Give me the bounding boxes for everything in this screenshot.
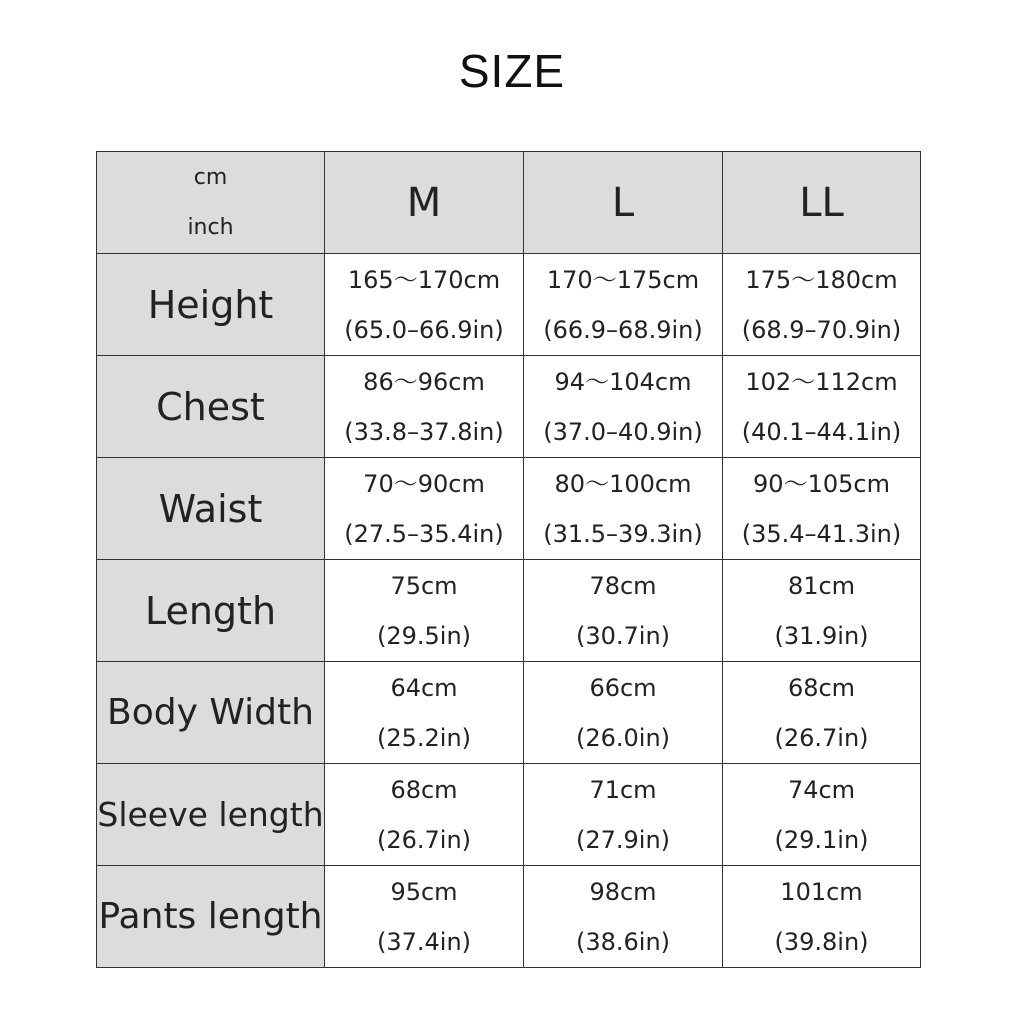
table-row-sleeve-length xyxy=(97,764,921,866)
row-label-length: Length xyxy=(97,560,325,662)
value-cm: 68cm xyxy=(390,775,458,804)
value-cell xyxy=(524,458,723,560)
value-cm: 165～170cm xyxy=(347,265,501,294)
value-cm: 68cm xyxy=(787,673,856,702)
size-header-m: M xyxy=(325,152,524,254)
row-label-body-width: Body Width xyxy=(97,662,325,764)
value-inch: (25.2in) xyxy=(376,723,472,752)
value-cell xyxy=(723,560,921,662)
value-cell xyxy=(524,866,723,968)
value-inch: (31.9in) xyxy=(774,621,869,650)
value-inch: (65.0–66.9in) xyxy=(344,315,504,344)
value-cell xyxy=(723,764,921,866)
value-inch: (38.6in) xyxy=(575,927,671,956)
value-inch: (40.1–44.1in) xyxy=(741,417,902,446)
value-cell xyxy=(325,866,524,968)
value-cm: 170～175cm xyxy=(546,265,700,294)
value-cm: 78cm xyxy=(589,571,657,600)
value-cell xyxy=(325,560,524,662)
size-chart-table xyxy=(96,151,921,968)
value-inch: (31.5–39.3in) xyxy=(543,519,703,548)
page-title: SIZE xyxy=(458,45,566,97)
value-cell xyxy=(524,254,723,356)
table-row-length xyxy=(97,560,921,662)
value-inch: (29.5in) xyxy=(376,621,472,650)
value-cell xyxy=(325,254,524,356)
value-cell xyxy=(325,662,524,764)
unit-header-cell xyxy=(97,152,325,254)
row-label-chest: Chest xyxy=(97,356,325,458)
value-cell xyxy=(723,866,921,968)
table-header-row xyxy=(97,152,921,254)
value-cell xyxy=(524,764,723,866)
value-inch: (27.5–35.4in) xyxy=(344,519,504,548)
row-label-height: Height xyxy=(97,254,325,356)
value-cm: 95cm xyxy=(390,877,458,906)
value-cm: 98cm xyxy=(589,877,657,906)
value-inch: (68.9–70.9in) xyxy=(741,315,902,344)
value-cell xyxy=(723,662,921,764)
value-cm: 75cm xyxy=(390,571,458,600)
value-cm: 86～96cm xyxy=(363,367,485,396)
value-inch: (27.9in) xyxy=(575,825,671,854)
value-inch: (26.7in) xyxy=(774,723,869,752)
table-row-waist xyxy=(97,458,921,560)
value-cm: 66cm xyxy=(589,673,657,702)
value-cell xyxy=(723,254,921,356)
value-inch: (37.0–40.9in) xyxy=(543,417,703,446)
value-cm: 74cm xyxy=(787,775,856,804)
value-inch: (37.4in) xyxy=(376,927,472,956)
unit-inch-label: inch xyxy=(187,214,234,240)
table-row-height xyxy=(97,254,921,356)
value-cell xyxy=(524,356,723,458)
value-cell xyxy=(723,356,921,458)
value-cell xyxy=(524,560,723,662)
table-row-chest xyxy=(97,356,921,458)
value-cell xyxy=(325,356,524,458)
value-cm: 175～180cm xyxy=(745,265,898,294)
value-inch: (26.7in) xyxy=(376,825,472,854)
table-row-body-width xyxy=(97,662,921,764)
row-label-waist: Waist xyxy=(97,458,325,560)
value-cm: 70～90cm xyxy=(363,469,485,498)
value-inch: (33.8–37.8in) xyxy=(344,417,504,446)
value-cm: 94～104cm xyxy=(554,367,692,396)
size-header-ll: LL xyxy=(723,152,921,254)
value-cm: 102～112cm xyxy=(745,367,898,396)
value-inch: (26.0in) xyxy=(575,723,671,752)
value-cell xyxy=(524,662,723,764)
value-cm: 101cm xyxy=(780,877,863,906)
value-cm: 80～100cm xyxy=(554,469,692,498)
value-cm: 64cm xyxy=(390,673,458,702)
value-cell xyxy=(325,764,524,866)
value-inch: (39.8in) xyxy=(774,927,869,956)
value-inch: (30.7in) xyxy=(575,621,671,650)
value-cell xyxy=(723,458,921,560)
table-row-pants-length xyxy=(97,866,921,968)
value-cm: 81cm xyxy=(787,571,856,600)
row-label-pants-length: Pants length xyxy=(97,866,325,968)
value-cm: 71cm xyxy=(589,775,657,804)
value-inch: (29.1in) xyxy=(774,825,869,854)
row-label-sleeve-length: Sleeve length xyxy=(97,764,325,866)
value-cm: 90～105cm xyxy=(753,469,890,498)
unit-cm-label: cm xyxy=(193,164,228,190)
value-inch: (66.9–68.9in) xyxy=(543,315,703,344)
value-cell xyxy=(325,458,524,560)
value-inch: (35.4–41.3in) xyxy=(741,519,902,548)
size-header-l: L xyxy=(524,152,723,254)
